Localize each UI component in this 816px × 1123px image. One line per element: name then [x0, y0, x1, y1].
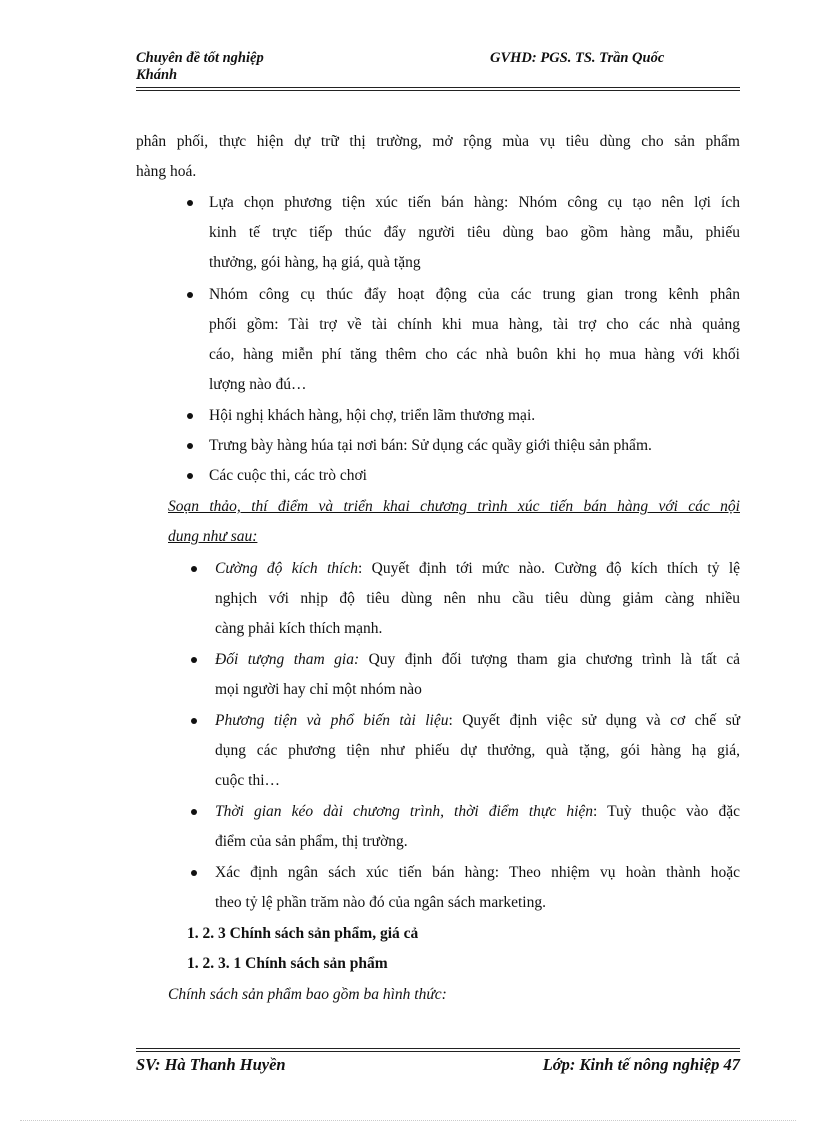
list-item-line: điểm của sản phẩm, thị trường. [215, 833, 408, 850]
footer-rule [136, 1048, 740, 1052]
list-item-line: Hội nghị khách hàng, hội chợ, triển lãm thương mại. [209, 407, 536, 424]
term: Đối tượng tham gia: [215, 651, 360, 668]
bullet-icon [191, 566, 197, 572]
footer-class: Lớp: Kinh tế nông nghiệp 47 [542, 1055, 740, 1074]
intro-line-1: phân phối, thực hiện dự trữ thị trường, mở rộng mùa vụ tiêu dùng cho sản phẩm [136, 133, 740, 150]
page-footer [136, 1055, 740, 1077]
list-item-line: Các cuộc thi, các trò chơi [209, 467, 367, 484]
page-edge [20, 1120, 796, 1121]
list-item-line: theo tỷ lệ phần trăm nào đó của ngân sách marketing. [215, 894, 546, 911]
closing-line: Chính sách sản phẩm bao gồm ba hình thức: [168, 986, 447, 1003]
list-item-line [215, 650, 740, 670]
section-heading: 1. 2. 3 Chính sách sản phẩm, giá cả [187, 925, 419, 942]
section-subheading-line-2: dung như sau: [168, 528, 258, 545]
list-item-line: Xác định ngân sách xúc tiến bán hàng: Theo nhiệm vụ hoàn thành hoặc [215, 864, 740, 881]
list-item-line: thưởng, gói hàng, hạ giá, quà tặng [209, 254, 421, 271]
list-item-line: Nhóm công cụ thúc đẩy hoạt động của các trung gian trong kênh phân [209, 286, 740, 303]
bullet-icon [191, 809, 197, 815]
page-header [136, 50, 740, 84]
list-item-line [215, 711, 740, 731]
header-rule [136, 87, 740, 91]
term-desc: : Tuỳ thuộc vào đặc [593, 803, 740, 820]
bullet-icon [191, 657, 197, 663]
bullet-icon [187, 200, 193, 206]
bullet-icon [187, 443, 193, 449]
footer-student: SV: Hà Thanh Huyền [136, 1055, 286, 1074]
list-item-line: Trưng bày hàng húa tại nơi bán: Sử dụng các quầy giới thiệu sản phẩm. [209, 437, 652, 454]
term: Cường độ kích thích [215, 560, 358, 577]
list-item-line: cuộc thi… [215, 772, 280, 789]
list-item-line: kinh tế trực tiếp thúc đẩy người tiêu dùng bao gồm hàng mẫu, phiếu [209, 224, 740, 241]
list-item-line: càng phải kích thích mạnh. [215, 620, 383, 637]
bullet-icon [187, 292, 193, 298]
term: Thời gian kéo dài chương trình, thời điểm thực hiện [215, 803, 594, 820]
subsection-heading: 1. 2. 3. 1 Chính sách sản phẩm [187, 955, 388, 972]
list-item-line: cáo, hàng miễn phí tăng thêm cho các nhà buôn khi họ mua hàng với khối [209, 346, 740, 363]
list-item-line: mọi người hay chỉ một nhóm nào [215, 681, 422, 698]
bullet-icon [187, 473, 193, 479]
bullet-icon [191, 870, 197, 876]
term-desc: Quy định đối tượng tham gia chương trình là tất cả [359, 651, 740, 668]
list-item-line: dụng các phương tiện như phiếu dự thưởng, quà tặng, gói hàng hạ giá, [215, 742, 740, 759]
header-title: Chuyên đề tốt nghiệp [136, 50, 264, 66]
intro-line-2: hàng hoá. [136, 163, 197, 180]
bullet-icon [187, 413, 193, 419]
list-item-line: lượng nào đú… [209, 376, 307, 393]
header-advisor-wrap: Khánh [136, 67, 178, 83]
list-item-line: nghịch với nhịp độ tiêu dùng nên nhu cầu tiêu dùng giảm càng nhiều [215, 590, 740, 607]
term-desc: : Quyết định việc sử dụng và cơ chế sử [448, 712, 741, 729]
term: Phương tiện và phổ biến tài liệu [215, 712, 449, 729]
list-item-line [215, 802, 740, 822]
list-item-line [215, 559, 740, 579]
section-subheading-line-1: Soạn thảo, thí điểm và triển khai chương trình xúc tiến bán hàng với các nội [168, 498, 740, 515]
list-item-line: Lựa chọn phương tiện xúc tiến bán hàng: Nhóm công cụ tạo nên lợi ích [209, 194, 740, 211]
bullet-icon [191, 718, 197, 724]
header-advisor: GVHD: PGS. TS. Trần Quốc [490, 50, 665, 66]
term-desc: : Quyết định tới mức nào. Cường độ kích thích tỷ lệ [357, 560, 741, 577]
list-item-line: phối gồm: Tài trợ về tài chính khi mua hàng, tài trợ cho các nhà quảng [209, 316, 740, 333]
